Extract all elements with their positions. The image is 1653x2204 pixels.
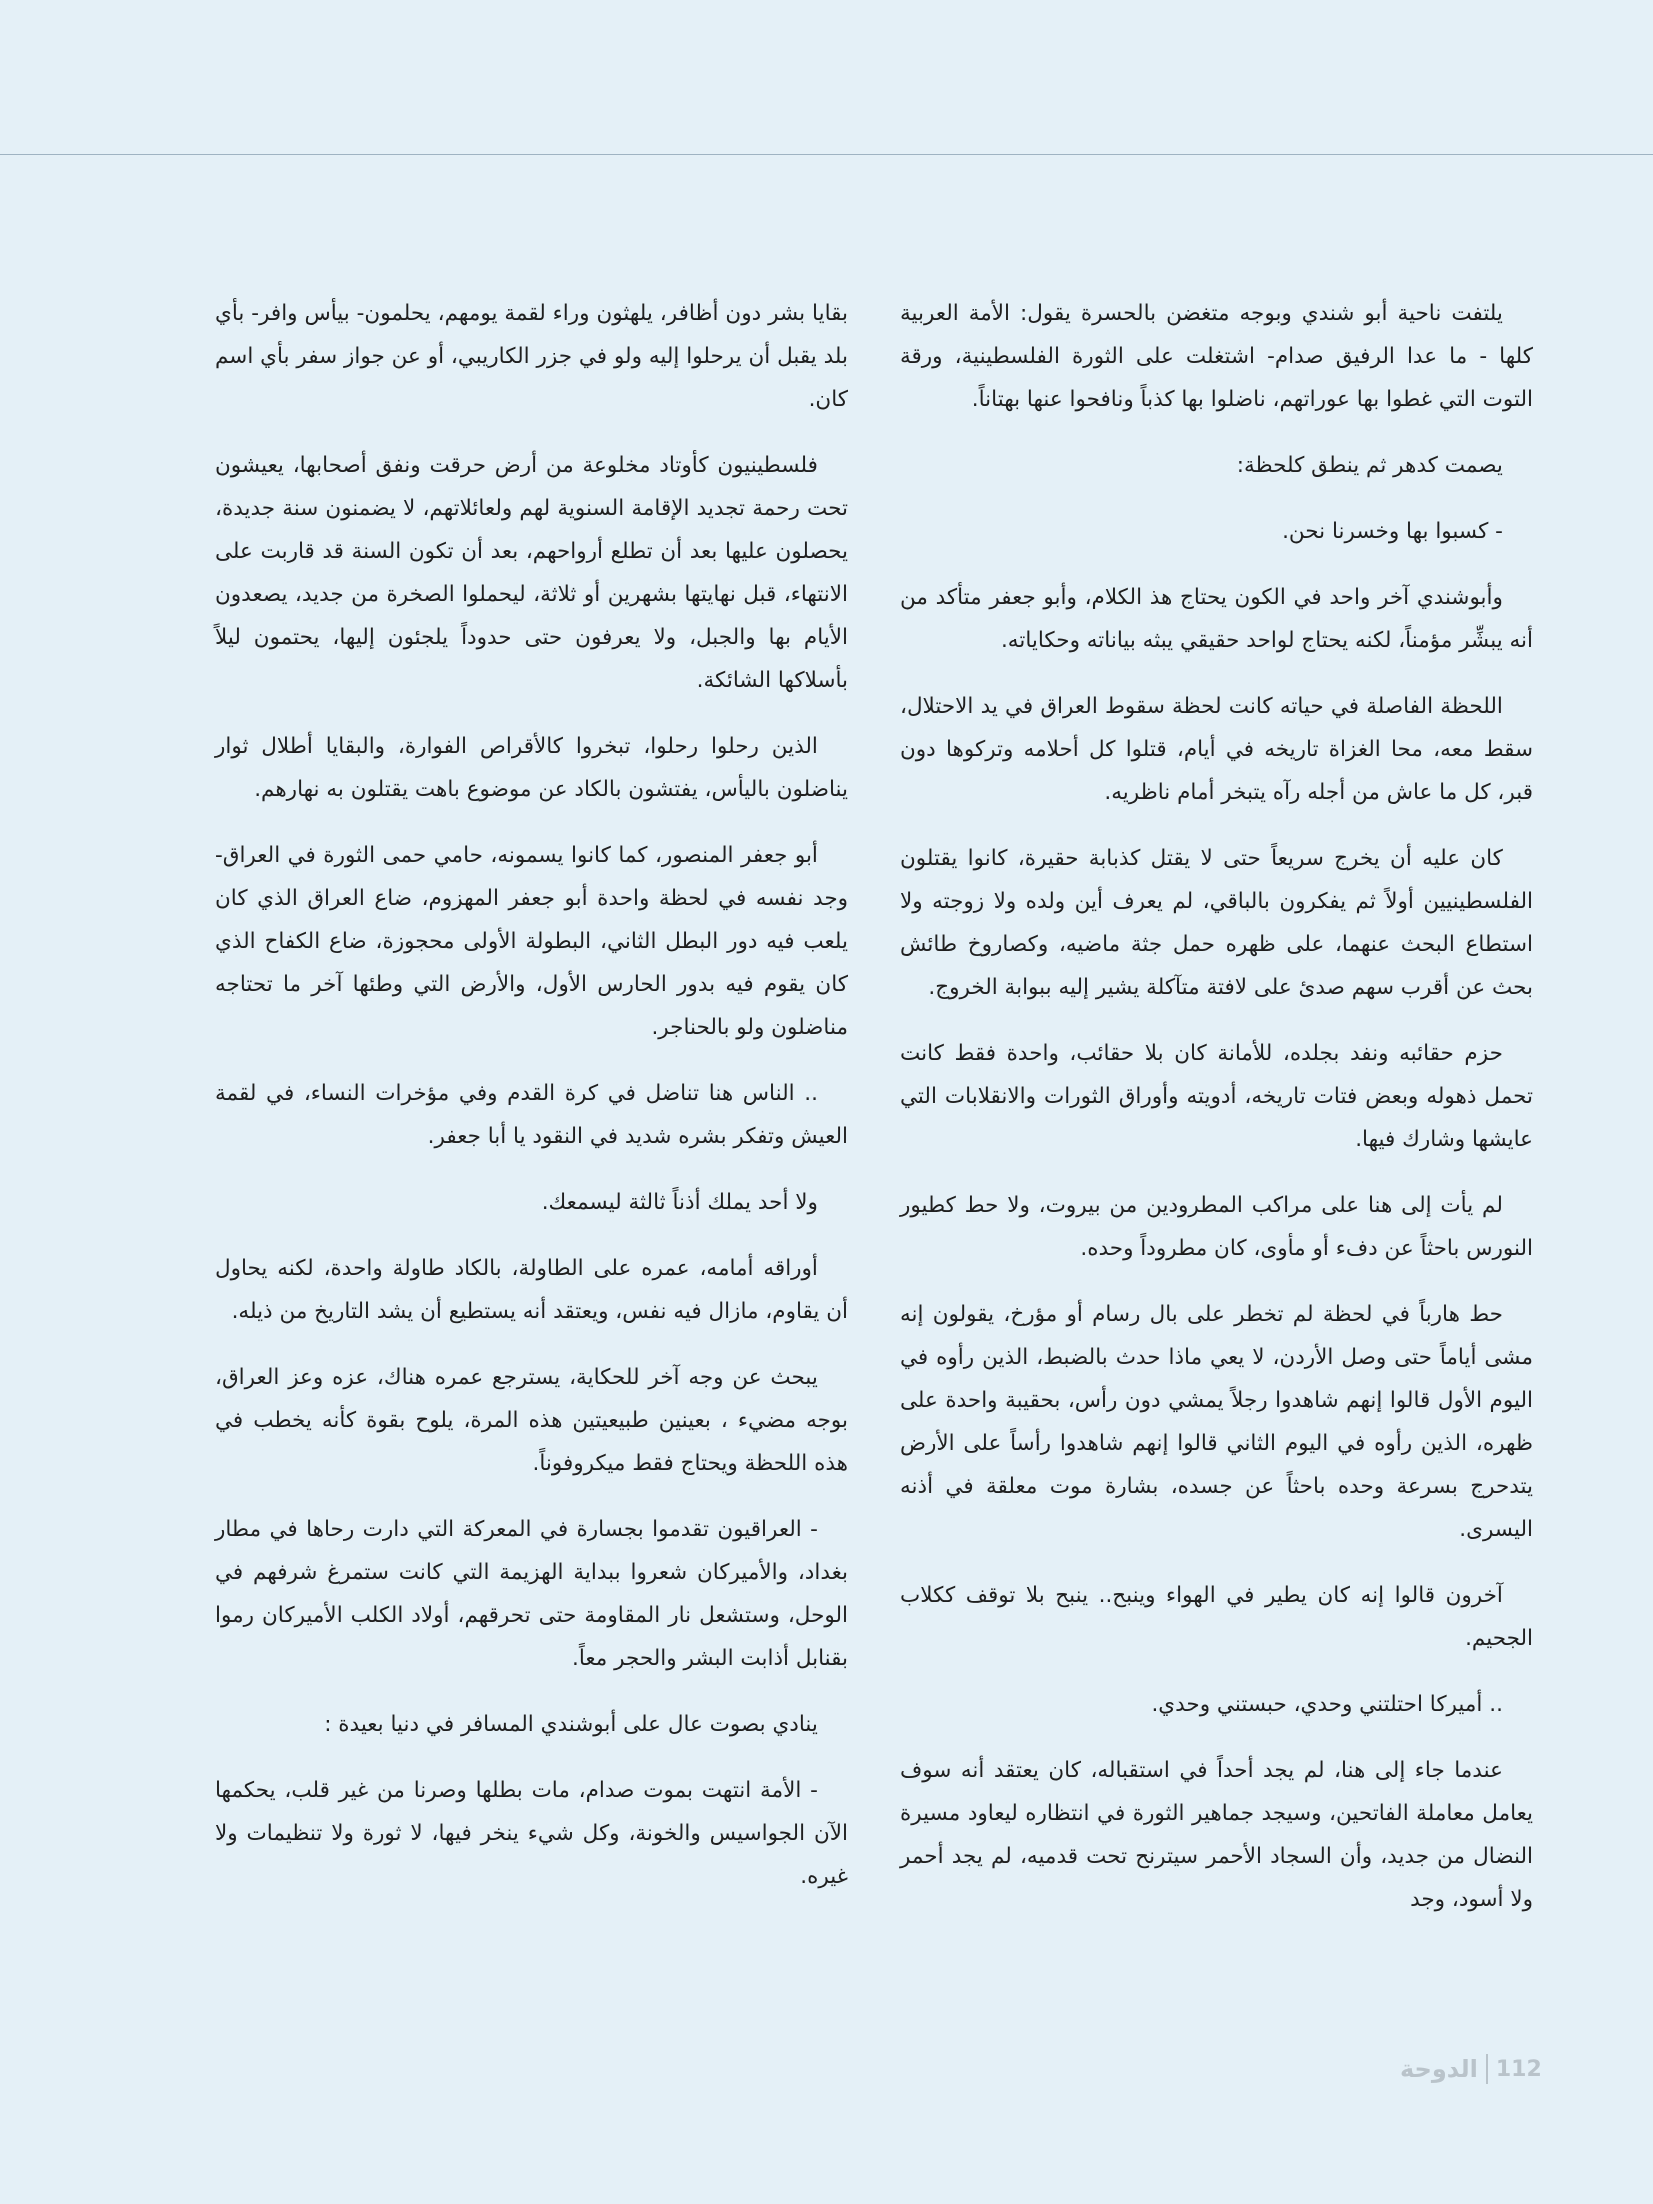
paragraph: أوراقه أمامه، عمره على الطاولة، بالكاد طاولة واحدة، لكنه يحاول أن يقاوم، مازال فيه نفس، ويعتقد أنه يستطيع أن يشد التاريخ من ذيله. [215, 1256, 848, 1324]
paragraph: حزم حقائبه ونفد بجلده، للأمانة كان بلا حقائب، واحدة فقط كانت تحمل ذهوله وبعض فتات تاريخه، أدويته وأوراق الثورات والانقلابات التي عايشها وشارك فيها. [900, 1041, 1533, 1152]
paragraph: يبحث عن وجه آخر للحكاية، يسترجع عمره هناك، عزه وعز العراق، بوجه مضيء ، بعينين طبيعيتين هذه المرة، يلوح بقوة كأنه يخطب في هذه اللحظة ويحتاج فقط ميكروفوناً. [215, 1365, 848, 1476]
paragraph: .. الناس هنا تناضل في كرة القدم وفي مؤخرات النساء، في لقمة العيش وتفكر بشره شديد في النقود يا أبا جعفر. [215, 1081, 848, 1149]
paragraph: يلتفت ناحية أبو شندي وبوجه متغضن بالحسرة يقول: الأمة العربية كلها - ما عدا الرفيق صدام- اشتغلت على الثورة الفلسطينية، ورقة التوت التي غطوا بها عوراتهم، ناضلوا بها كذباً ونافحوا عنها بهتاناً. [900, 301, 1533, 412]
paragraph: يصمت كدهر ثم ينطق كلحظة: [1236, 453, 1503, 478]
paragraph: لم يأت إلى هنا على مراكب المطرودين من بيروت، ولا حط كطيور النورس باحثاً عن دفء أو مأوى، كان مطروداً وحده. [900, 1193, 1533, 1261]
paragraph: وأبوشندي آخر واحد في الكون يحتاج هذ الكلام، وأبو جعفر متأكد من أنه يبشِّر مؤمناً، لكنه يحتاج لواحد حقيقي يبثه بياناته وحكاياته. [900, 585, 1533, 653]
page-footer [1400, 2054, 1542, 2084]
text-column-left [215, 292, 848, 1921]
header-rule [0, 154, 1653, 155]
paragraph: ينادي بصوت عال على أبوشندي المسافر في دنيا بعيدة : [324, 1712, 818, 1737]
page-number: 112 [1495, 2056, 1542, 2082]
paragraph: اللحظة الفاصلة في حياته كانت لحظة سقوط العراق في يد الاحتلال، سقط معه، محا الغزاة تاريخه في أيام، قتلوا كل أحلامه وتركوها دون قبر، كل ما عاش من أجله رآه يتبخر أمام ناظريه. [900, 694, 1533, 805]
magazine-brand: الدوحة [1400, 2055, 1478, 2083]
footer-divider [1486, 2054, 1488, 2084]
paragraph: فلسطينيون كأوتاد مخلوعة من أرض حرقت ونفق أصحابها، يعيشون تحت رحمة تجديد الإقامة السنوية لهم ولعائلاتهم، لا يضمنون سنة جديدة، يحصلون عليها بعد أن تطلع أرواحهم، بعد أن تكون السنة قد قاربت على الانتهاء، قبل نهايتها بشهرين أو ثلاثة، ليحملوا الصخرة من جديد، يصعدون الأيام بها والجبل، ولا يعرفون حتى حدوداً يلجئون إليها، يحتمون ليلاً بأسلاكها الشائكة. [215, 453, 848, 693]
paragraph: - الأمة انتهت بموت صدام، مات بطلها وصرنا من غير قلب، يحكمها الآن الجواسيس والخونة، وكل شيء ينخر فيها، لا ثورة ولا تنظيمات ولا غيره. [215, 1778, 848, 1889]
paragraph: أبو جعفر المنصور، كما كانوا يسمونه، حامي حمى الثورة في العراق- وجد نفسه في لحظة واحدة أبو جعفر المهزوم، ضاع العراق الذي كان يلعب فيه دور البطل الثاني، البطولة الأولى محجوزة، ضاع الكفاح الذي كان يقوم فيه بدور الحارس الأول، والأرض التي وطئها آخر ما تحتاجه مناضلون ولو بالحناجر. [215, 843, 848, 1040]
paragraph: ولا أحد يملك أذناً ثالثة ليسمعك. [541, 1190, 818, 1215]
paragraph: الذين رحلوا رحلوا، تبخروا كالأقراص الفوارة، والبقايا أطلال ثوار يناضلون باليأس، يفتشون بالكاد عن موضوع باهت يقتلون به نهارهم. [215, 734, 848, 802]
text-column-right [900, 292, 1533, 1944]
paragraph: بقايا بشر دون أظافر، يلهثون وراء لقمة يومهم، يحلمون- بيأس وافر- بأي بلد يقبل أن يرحلوا إليه ولو في جزر الكاريبي، أو عن جواز سفر بأي اسم كان. [215, 301, 848, 412]
paragraph: كان عليه أن يخرج سريعاً حتى لا يقتل كذبابة حقيرة، كانوا يقتلون الفلسطينيين أولاً ثم يفكرون بالباقي، لم يعرف أين ولده ولا زوجته ولا استطاع البحث عنهما، على ظهره حمل جثة ماضيه، وكصاروخ طائش بحث عن أقرب سهم صدئ على لافتة متآكلة يشير إليه ببوابة الخروج. [900, 846, 1533, 1000]
paragraph: .. أميركا احتلتني وحدي، حبستني وحدي. [1151, 1692, 1503, 1717]
paragraph: عندما جاء إلى هنا، لم يجد أحداً في استقباله، كان يعتقد أنه سوف يعامل معاملة الفاتحين، وسيجد جماهير الثورة في انتظاره ليعاود مسيرة النضال من جديد، وأن السجاد الأحمر سيترنح تحت قدميه، لم يجد أحمر ولا أسود، وجد [900, 1758, 1533, 1912]
paragraph: - العراقيون تقدموا بجسارة في المعركة التي دارت رحاها في مطار بغداد، والأميركان شعروا ببداية الهزيمة التي كانت ستمرغ شرفهم في الوحل، وستشعل نار المقاومة حتى تحرقهم، أولاد الكلب الأميركان رموا بقنابل أذابت البشر والحجر معاً. [215, 1517, 848, 1671]
paragraph: آخرون قالوا إنه كان يطير في الهواء وينبح.. ينبح بلا توقف ككلاب الجحيم. [900, 1583, 1533, 1651]
paragraph: حط هارباً في لحظة لم تخطر على بال رسام أو مؤرخ، يقولون إنه مشى أياماً حتى وصل الأردن، لا يعي ماذا حدث بالضبط، الذين رأوه في اليوم الأول قالوا إنهم شاهدوا رجلاً يمشي دون رأس، بحقيبة واحدة على ظهره، الذين رأوه في اليوم الثاني قالوا إنهم شاهدوا رأساً على الأرض يتدحرج بسرعة وحده باحثاً عن جسده، بشارة موت معلقة في أذنه اليسرى. [900, 1302, 1533, 1542]
paragraph: - كسبوا بها وخسرنا نحن. [1282, 519, 1503, 544]
